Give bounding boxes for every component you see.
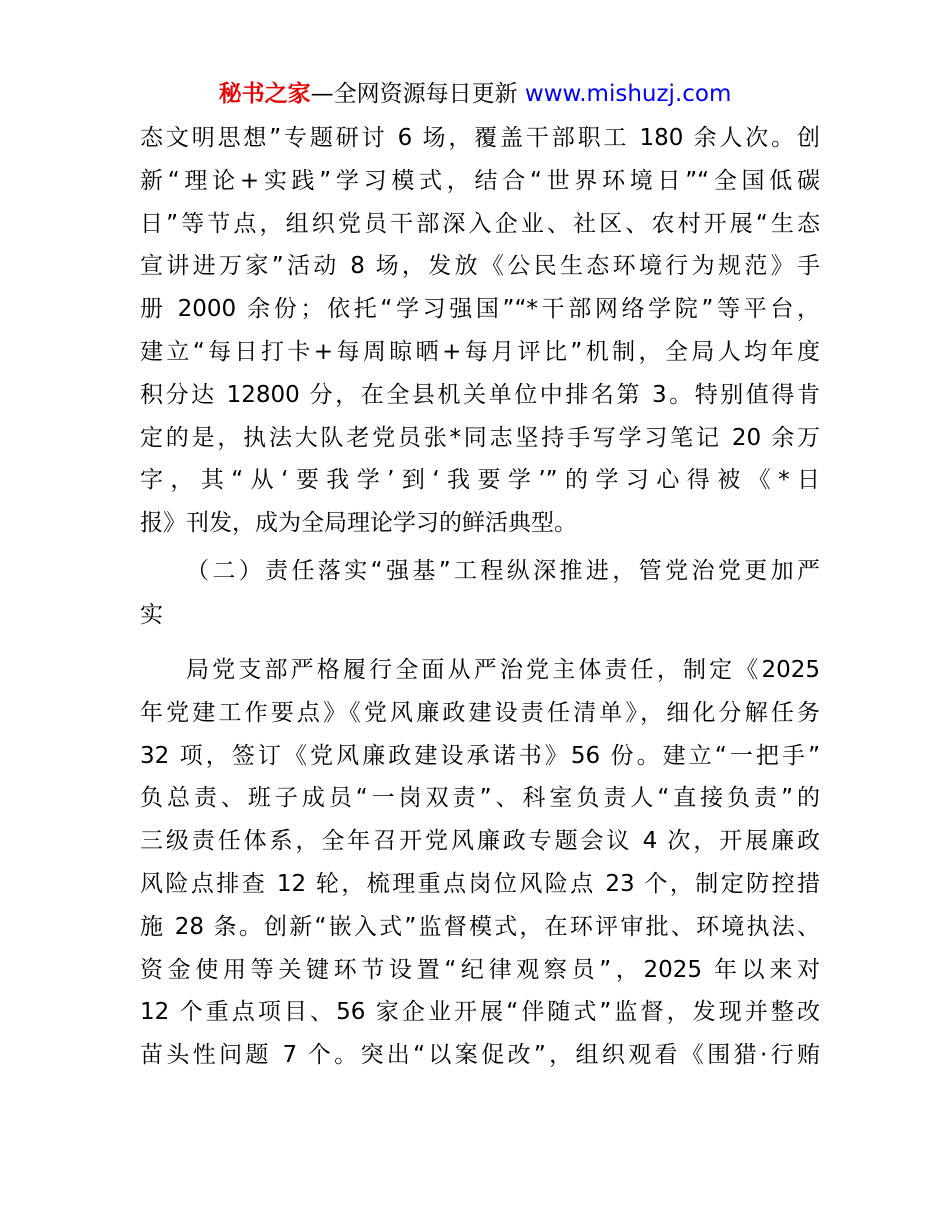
site-url: www.mishuzj.com (517, 81, 732, 107)
text-line: 局党支部严格履行全面从严治党主体责任，制定《2025 (186, 656, 820, 683)
heading-line: （二）责任落实“强基”工程纵深推进，管党治党更加严 (186, 558, 820, 585)
text-line: 新“理论+实践”学习模式，结合“世界环境日”“全国低碳 (140, 167, 820, 194)
text-line: 日”等节点，组织党员干部深入企业、社区、农村开展“生态 (140, 210, 820, 237)
text-line: 施 28 条。创新“嵌入式”监督模式，在环评审批、环境执法、 (140, 913, 820, 940)
text-line: 积分达 12800 分，在全县机关单位中排名第 3。特别值得肯 (140, 381, 820, 408)
text-line: 资金使用等关键环节设置“纪律观察员”，2025 年以来对 (140, 956, 820, 983)
text-line: 宣讲进万家”活动 8 场，发放《公民生态环境行为规范》手 (140, 253, 820, 280)
text-line: 风险点排查 12 轮，梳理重点岗位风险点 23 个，制定防控措 (140, 870, 820, 897)
text-line: 字，其“从‘要我学’到‘我要学’”的学习心得被《*日 (140, 467, 820, 494)
document-body (140, 117, 820, 1077)
text-line: 负总责、班子成员“一岗双责”、科室负责人“直接负责”的 (140, 785, 820, 812)
text-line: 32 项，签订《党风廉政建设承诺书》56 份。建立“一把手” (140, 742, 820, 769)
site-brand: 秘书之家 (218, 81, 311, 107)
paragraph-responsibility (140, 649, 820, 1077)
section-heading-responsibility (140, 550, 820, 637)
text-line: 定的是，执法大队老党员张*同志坚持手写学习笔记 20 余万 (140, 424, 820, 451)
text-line: 态文明思想”专题研讨 6 场，覆盖干部职工 180 余人次。创 (140, 125, 820, 151)
text-line: 年党建工作要点》《党风廉政建设责任清单》，细化分解任务 (140, 699, 820, 726)
heading-line: 实 (140, 601, 163, 628)
site-tagline: —全网资源每日更新 (310, 81, 518, 107)
text-line: 三级责任体系，全年召开党风廉政专题会议 4 次，开展廉政 (140, 828, 820, 855)
text-line: 报》刊发，成为全局理论学习的鲜活典型。 (140, 510, 577, 537)
site-header (0, 74, 950, 114)
text-line: 建立“每日打卡+每周晾晒+每月评比”机制，全局人均年度 (140, 338, 820, 365)
text-line: 册 2000 余份；依托“学习强国”“*干部网络学院”等平台， (140, 296, 820, 323)
text-line: 12 个重点项目、56 家企业开展“伴随式”监督，发现并整改 (140, 999, 820, 1026)
paragraph-theory-study (140, 117, 820, 545)
text-line: 苗头性问题 7 个。突出“以案促改”，组织观看《围猎·行贿 (140, 1042, 820, 1069)
